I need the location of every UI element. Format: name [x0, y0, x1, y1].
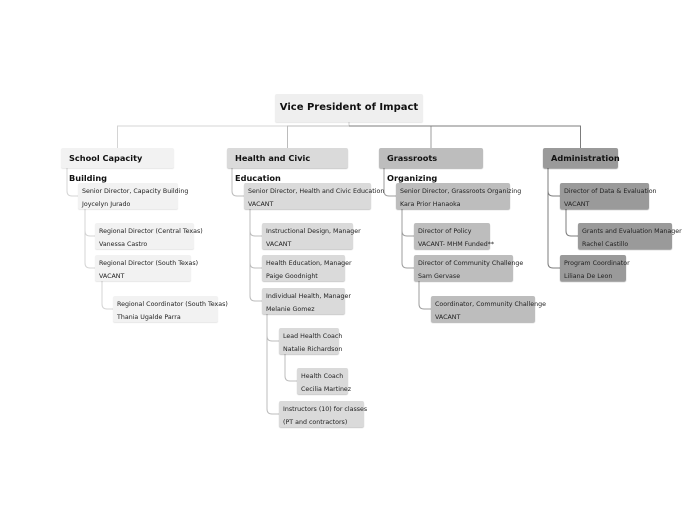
connector-line [250, 209, 262, 236]
connector-line [102, 281, 113, 309]
role-title: Director of Policy [418, 228, 472, 235]
role-title: Senior Director, Capacity Building [82, 188, 189, 195]
connector-line [288, 126, 350, 148]
role-title: Health Coach [301, 373, 344, 380]
role-person: Liliana De Leon [564, 273, 613, 280]
role-regional-director-central[interactable] [95, 223, 203, 249]
role-title: Regional Director (South Texas) [99, 260, 199, 267]
role-program-coordinator[interactable] [560, 255, 630, 281]
role-person: VACANT [248, 201, 274, 208]
role-person: Kara Prior Hanaoka [400, 201, 461, 208]
connector-line [267, 314, 279, 414]
role-person: VACANT [99, 273, 125, 280]
role-person: Thania Ugalde Parra [117, 314, 181, 321]
role-person: Natalie Richardson [283, 346, 343, 353]
role-health-education-manager[interactable] [262, 255, 352, 281]
role-title: Lead Health Coach [283, 333, 343, 340]
role-person: Joycelyn Jurado [82, 201, 131, 208]
role-health-coach[interactable] [297, 368, 352, 394]
role-senior-director-capacity[interactable] [78, 183, 189, 209]
connector-line [548, 168, 560, 268]
role-title: Regional Director (Central Texas) [99, 228, 203, 235]
role-title: Instructional Design, Manager [266, 228, 361, 235]
role-person: VACANT [435, 314, 461, 321]
connector-line [250, 209, 262, 301]
connector-line [118, 126, 350, 148]
connector-line [349, 126, 581, 148]
connector-line [85, 209, 95, 236]
connector-line [85, 209, 95, 268]
connector-line [285, 354, 297, 381]
role-regional-coordinator-south[interactable] [113, 296, 228, 322]
role-instructional-design-manager[interactable] [262, 223, 361, 249]
role-title: Senior Director, Health and Civic Education [248, 188, 385, 195]
role-instructors[interactable] [279, 401, 368, 427]
role-person: Paige Goodnight [266, 273, 318, 280]
connector-line [548, 168, 560, 196]
role-director-community-challenge[interactable] [414, 255, 524, 281]
role-lead-health-coach[interactable] [279, 328, 343, 354]
connector-line [402, 209, 414, 236]
role-title: Individual Health, Manager [266, 293, 351, 300]
connector-line [402, 209, 414, 268]
dept-health-civic-education[interactable] [227, 148, 348, 183]
dept-label: Health and Civic Education [235, 153, 311, 183]
role-title: Instructors (10) for classes [283, 406, 368, 413]
root-title: Vice President of Impact [279, 102, 419, 113]
role-director-of-policy[interactable] [414, 223, 495, 249]
dept-administration[interactable] [543, 148, 618, 168]
role-title: Director of Community Challenge [418, 260, 524, 267]
role-title: Health Education, Manager [266, 260, 352, 267]
role-title: Senior Director, Grassroots Organizing [400, 188, 522, 195]
dept-grassroots-organizing[interactable] [379, 148, 483, 183]
role-person: (PT and contractors) [283, 419, 348, 426]
role-regional-director-south[interactable] [95, 255, 199, 281]
dept-label: School Capacity Building [69, 153, 143, 183]
role-coordinator-community-challenge[interactable] [431, 296, 547, 322]
role-director-data-evaluation[interactable] [560, 183, 657, 209]
role-person: Rachel Castillo [582, 241, 629, 248]
dept-label: Administration [551, 153, 620, 163]
connector-line [349, 126, 431, 148]
role-person: Cecilia Martinez [301, 386, 352, 393]
root-node[interactable] [275, 94, 423, 122]
role-person: VACANT [266, 241, 292, 248]
connector-line [419, 281, 431, 309]
role-title: Grants and Evaluation Manager [582, 228, 682, 235]
connector-line [267, 314, 279, 341]
role-title: Program Coordinator [564, 260, 630, 267]
role-grants-evaluation-manager[interactable] [578, 223, 682, 249]
connector-line [250, 209, 262, 268]
role-title: Coordinator, Community Challenge [435, 301, 547, 308]
role-senior-director-grassroots[interactable] [396, 183, 522, 209]
role-individual-health-manager[interactable] [262, 288, 351, 314]
role-person: VACANT- MHM Funded** [418, 241, 495, 248]
role-title: Regional Coordinator (South Texas) [117, 301, 228, 308]
connector-line [566, 209, 578, 236]
role-person: Vanessa Castro [99, 241, 148, 248]
role-person: Sam Gervase [418, 273, 461, 280]
dept-label: Grassroots Organizing [387, 153, 438, 183]
role-senior-director-health[interactable] [244, 183, 385, 209]
role-person: Melanie Gomez [266, 306, 315, 313]
role-title: Director of Data & Evaluation [564, 188, 657, 195]
dept-school-capacity-building[interactable] [61, 148, 174, 183]
role-person: VACANT [564, 201, 590, 208]
